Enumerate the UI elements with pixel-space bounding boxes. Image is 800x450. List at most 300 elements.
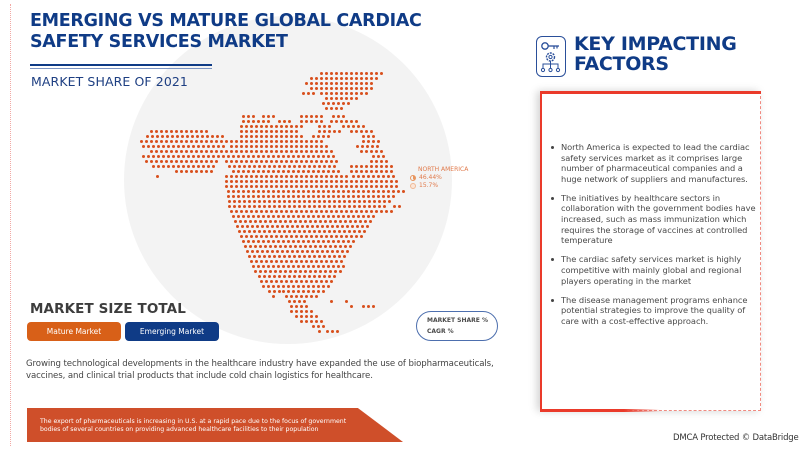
map-dot [370, 185, 373, 188]
map-dot [245, 175, 248, 178]
map-dot [352, 215, 355, 218]
map-dot [347, 102, 350, 105]
map-dot [280, 160, 283, 163]
map-dot [275, 235, 278, 238]
map-dot [318, 130, 321, 133]
map-dot [322, 190, 325, 193]
map-dot [365, 180, 368, 183]
map-dot [315, 145, 318, 148]
map-dot [255, 160, 258, 163]
map-dot [342, 215, 345, 218]
map-dot [273, 165, 276, 168]
map-dot [310, 260, 313, 263]
list-item: North America is expected to lead the cardiac safety services market as it comprises large number of pharmaceutical companies and a huge network of suppliers and manufactures. [551, 142, 756, 184]
map-dot [265, 160, 268, 163]
map-dot [252, 170, 255, 173]
map-dot [257, 240, 260, 243]
map-dot [325, 180, 328, 183]
map-dot [259, 270, 262, 273]
market-description: Growing technological developments in the healthcare industry have expanded the use of biopharmaceuticals, vaccines, and clinical trial products that include cold chain logistics for healthcare. [26, 359, 494, 381]
map-dot [242, 190, 245, 193]
map-dot [280, 280, 283, 283]
map-dot [312, 92, 315, 95]
map-dot [307, 215, 310, 218]
map-dot [252, 195, 255, 198]
map-dot [327, 155, 330, 158]
map-dot [275, 180, 278, 183]
map-dot [370, 87, 373, 90]
map-dot [267, 195, 270, 198]
map-dot [297, 290, 300, 293]
map-dot [270, 130, 273, 133]
map-dot [282, 240, 285, 243]
map-dot [280, 175, 283, 178]
map-dot [151, 135, 154, 138]
map-dot [294, 270, 297, 273]
map-dot [268, 290, 271, 293]
map-dot [315, 320, 318, 323]
map-dot [392, 195, 395, 198]
map-dot [207, 155, 210, 158]
panel-bottom-border [540, 409, 660, 412]
map-dot [278, 205, 281, 208]
map-dot [365, 77, 368, 80]
map-dot [393, 205, 396, 208]
map-dot [303, 255, 306, 258]
map-dot [285, 295, 288, 298]
map-dot [350, 87, 353, 90]
map-dot [355, 170, 358, 173]
map-dot [333, 255, 336, 258]
map-dot [295, 185, 298, 188]
map-dot [275, 210, 278, 213]
map-dot [175, 140, 178, 143]
map-dot [242, 115, 245, 118]
map-dot [327, 195, 330, 198]
map-dot [350, 120, 353, 123]
map-dot [252, 215, 255, 218]
map-dot [317, 155, 320, 158]
map-dot [364, 220, 367, 223]
map-dot [197, 165, 200, 168]
map-dot [343, 230, 346, 233]
map-dot [370, 165, 373, 168]
map-dot [290, 135, 293, 138]
map-dot [325, 145, 328, 148]
map-dot [295, 260, 298, 263]
map-dot [245, 185, 248, 188]
map-dot [285, 175, 288, 178]
map-dot [367, 140, 370, 143]
map-dot [317, 170, 320, 173]
map-dot [285, 210, 288, 213]
map-dot [263, 230, 266, 233]
map-dot [378, 205, 381, 208]
map-dot [375, 160, 378, 163]
map-dot [290, 210, 293, 213]
map-dot [380, 72, 383, 75]
map-dot [330, 260, 333, 263]
map-dot [263, 255, 266, 258]
map-dot [167, 165, 170, 168]
map-dot [355, 210, 358, 213]
map-dot [322, 290, 325, 293]
map-dot [293, 230, 296, 233]
map-dot [241, 225, 244, 228]
map-dot [310, 310, 313, 313]
map-dot [290, 235, 293, 238]
map-dot [325, 235, 328, 238]
map-dot [320, 210, 323, 213]
map-dot [377, 195, 380, 198]
map-dot [320, 140, 323, 143]
map-dot [388, 200, 391, 203]
map-dot [265, 175, 268, 178]
map-dot [298, 205, 301, 208]
map-dot [274, 220, 277, 223]
map-dot [390, 210, 393, 213]
map-dot [313, 230, 316, 233]
map-dot [298, 275, 301, 278]
bullet-icon [551, 146, 554, 149]
map-dot [270, 150, 273, 153]
map-dot [161, 135, 164, 138]
map-dot [279, 220, 282, 223]
map-dot [325, 185, 328, 188]
map-dot [385, 180, 388, 183]
map-dot [343, 200, 346, 203]
map-dot [340, 175, 343, 178]
map-dot [310, 235, 313, 238]
map-dot [338, 205, 341, 208]
map-dot [287, 290, 290, 293]
map-dot [195, 140, 198, 143]
map-dot [340, 120, 343, 123]
map-dot [260, 185, 263, 188]
map-dot [345, 210, 348, 213]
metrics-legend [416, 311, 498, 341]
map-dot [385, 210, 388, 213]
map-dot [322, 195, 325, 198]
map-dot [328, 230, 331, 233]
map-dot [312, 195, 315, 198]
map-dot [375, 185, 378, 188]
map-dot [302, 290, 305, 293]
map-dot [365, 92, 368, 95]
map-dot [323, 230, 326, 233]
map-dot [330, 72, 333, 75]
map-dot [370, 210, 373, 213]
map-dot [287, 155, 290, 158]
map-dot [315, 115, 318, 118]
map-dot [345, 300, 348, 303]
map-dot [328, 130, 331, 133]
title-underline [30, 64, 212, 66]
map-dot [310, 175, 313, 178]
map-dot [265, 150, 268, 153]
map-dot [335, 82, 338, 85]
mature-market-button[interactable]: Mature Market [27, 322, 121, 341]
map-dot [340, 210, 343, 213]
map-dot [387, 195, 390, 198]
pie-chart-icon [410, 175, 416, 181]
map-dot [182, 165, 185, 168]
map-dot [350, 185, 353, 188]
map-dot [332, 240, 335, 243]
map-dot [365, 130, 368, 133]
map-dot [370, 130, 373, 133]
map-dot [270, 175, 273, 178]
map-dot [295, 305, 298, 308]
map-dot [342, 102, 345, 105]
map-dot [242, 240, 245, 243]
map-dot [305, 140, 308, 143]
map-dot [292, 240, 295, 243]
map-dot [304, 220, 307, 223]
map-dot [305, 235, 308, 238]
map-dot [238, 200, 241, 203]
map-dot [367, 215, 370, 218]
map-dot [355, 97, 358, 100]
map-dot [253, 200, 256, 203]
map-dot [265, 185, 268, 188]
map-dot [333, 205, 336, 208]
map-dot [312, 290, 315, 293]
map-dot [295, 150, 298, 153]
map-dot [230, 160, 233, 163]
map-dot [372, 140, 375, 143]
map-dot [307, 195, 310, 198]
map-dot [332, 115, 335, 118]
map-dot [285, 180, 288, 183]
map-dot [380, 180, 383, 183]
map-dot [312, 170, 315, 173]
map-dot [212, 145, 215, 148]
map-dot [257, 265, 260, 268]
map-dot [310, 160, 313, 163]
map-dot [225, 140, 228, 143]
map-dot [295, 145, 298, 148]
map-dot [235, 180, 238, 183]
map-dot [305, 295, 308, 298]
map-dot [347, 215, 350, 218]
list-item: The initiatives by healthcare sectors in collaboration with the government bodies have increased, such as mass immunization which requires the storage of vaccines at controlled temperature [551, 193, 756, 246]
map-dot [239, 220, 242, 223]
map-dot [258, 230, 261, 233]
map-dot [267, 170, 270, 173]
map-dot [197, 155, 200, 158]
map-dot [333, 230, 336, 233]
map-dot [280, 130, 283, 133]
map-dot [273, 230, 276, 233]
map-dot [311, 225, 314, 228]
map-dot [385, 160, 388, 163]
map-dot [323, 275, 326, 278]
map-dot [247, 190, 250, 193]
map-dot [315, 140, 318, 143]
map-dot [363, 205, 366, 208]
map-dot [307, 92, 310, 95]
map-dot [245, 150, 248, 153]
map-dot [367, 175, 370, 178]
map-dot [252, 155, 255, 158]
map-dot [240, 160, 243, 163]
map-dot [320, 150, 323, 153]
map-dot [323, 255, 326, 258]
map-dot [162, 155, 165, 158]
map-dot [245, 125, 248, 128]
map-dot [175, 130, 178, 133]
map-dot [191, 135, 194, 138]
map-dot [230, 175, 233, 178]
map-dot [375, 150, 378, 153]
map-dot [300, 115, 303, 118]
map-dot [315, 175, 318, 178]
map-dot [202, 155, 205, 158]
map-dot [292, 195, 295, 198]
map-dot [315, 120, 318, 123]
map-dot [300, 125, 303, 128]
map-dot [300, 210, 303, 213]
map-dot [277, 265, 280, 268]
map-dot [272, 240, 275, 243]
map-dot [312, 325, 315, 328]
map-dot [277, 285, 280, 288]
map-dot [350, 165, 353, 168]
map-dot [328, 125, 331, 128]
map-dot [140, 140, 143, 143]
map-dot [316, 225, 319, 228]
map-dot [345, 175, 348, 178]
map-dot [291, 250, 294, 253]
map-dot [257, 120, 260, 123]
map-dot [324, 220, 327, 223]
map-dot [360, 130, 363, 133]
map-dot [280, 235, 283, 238]
map-dot [257, 170, 260, 173]
map-dot [345, 185, 348, 188]
map-dot [318, 230, 321, 233]
emerging-market-button[interactable]: Emerging Market [125, 322, 219, 341]
map-dot [255, 180, 258, 183]
map-dot [398, 205, 401, 208]
map-dot [235, 150, 238, 153]
map-dot [295, 295, 298, 298]
map-dot [298, 255, 301, 258]
map-dot [197, 145, 200, 148]
map-dot [260, 130, 263, 133]
page-title: EMERGING VS MATURE GLOBAL CARDIAC SAFETY SERVICES MARKET [30, 11, 422, 52]
map-dot [185, 170, 188, 173]
map-dot [305, 82, 308, 85]
map-dot [307, 170, 310, 173]
map-dot [339, 220, 342, 223]
map-dot [305, 260, 308, 263]
map-dot [282, 285, 285, 288]
map-dot [285, 145, 288, 148]
map-dot [322, 170, 325, 173]
map-dot [335, 210, 338, 213]
map-dot [290, 305, 293, 308]
map-dot [300, 160, 303, 163]
map-dot [390, 185, 393, 188]
map-dot [142, 145, 145, 148]
map-dot [383, 200, 386, 203]
map-dot [227, 155, 230, 158]
map-dot [318, 200, 321, 203]
map-dot [292, 170, 295, 173]
map-dot [327, 102, 330, 105]
map-dot [270, 185, 273, 188]
map-dot [382, 195, 385, 198]
map-dot [385, 170, 388, 173]
map-dot [337, 190, 340, 193]
map-dot [317, 290, 320, 293]
map-dot [325, 150, 328, 153]
map-dot [291, 225, 294, 228]
map-dot [262, 265, 265, 268]
region-market-share-value: 46.44% [419, 174, 442, 181]
map-dot [233, 205, 236, 208]
map-dot [247, 155, 250, 158]
map-dot [205, 170, 208, 173]
map-dot [290, 130, 293, 133]
map-dot [331, 250, 334, 253]
map-dot [290, 145, 293, 148]
map-dot [318, 125, 321, 128]
map-dot [201, 135, 204, 138]
map-dot [296, 225, 299, 228]
map-dot [228, 165, 231, 168]
map-dot [298, 165, 301, 168]
map-dot [282, 290, 285, 293]
map-dot [360, 235, 363, 238]
map-dot [295, 280, 298, 283]
map-dot [295, 310, 298, 313]
map-dot [255, 185, 258, 188]
map-dot [314, 270, 317, 273]
map-dot [265, 140, 268, 143]
map-dot [327, 265, 330, 268]
map-dot [240, 150, 243, 153]
map-dot [357, 125, 360, 128]
map-dot [318, 255, 321, 258]
map-dot [177, 165, 180, 168]
map-dot [273, 200, 276, 203]
map-dot [245, 210, 248, 213]
map-dot [332, 215, 335, 218]
map-dot [357, 175, 360, 178]
map-dot [333, 275, 336, 278]
map-dot [272, 170, 275, 173]
map-dot [345, 120, 348, 123]
map-dot [288, 200, 291, 203]
map-dot [352, 125, 355, 128]
map-dot [282, 265, 285, 268]
map-dot [230, 145, 233, 148]
map-dot [340, 97, 343, 100]
map-dot [296, 250, 299, 253]
map-dot [166, 135, 169, 138]
map-dot [346, 250, 349, 253]
map-dot [356, 145, 359, 148]
map-dot [262, 190, 265, 193]
map-dot [347, 125, 350, 128]
map-dot [290, 295, 293, 298]
map-dot [350, 97, 353, 100]
map-dot [315, 150, 318, 153]
map-dot [335, 97, 338, 100]
